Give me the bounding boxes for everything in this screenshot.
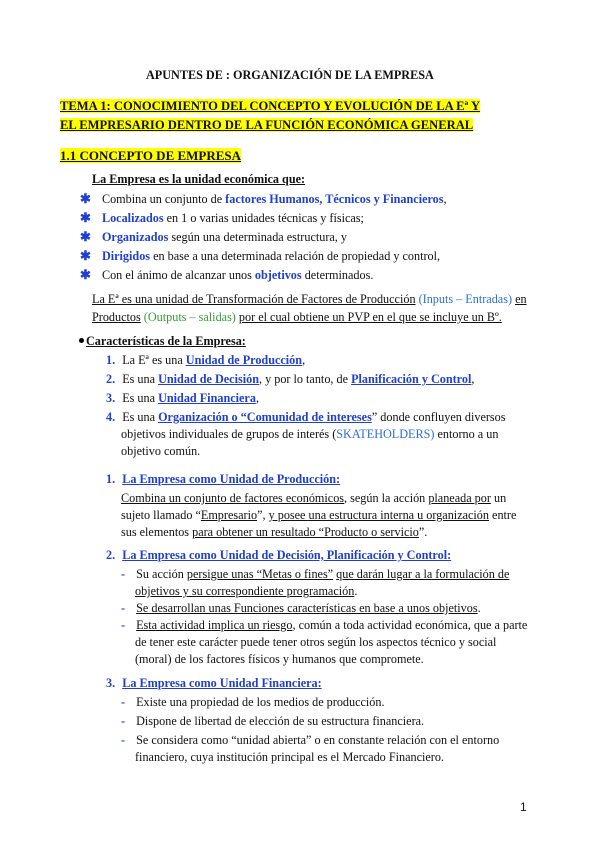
item-em2: Planificación y Control	[351, 372, 472, 386]
item-em: objetivos	[254, 268, 302, 282]
s1-l1c: planeada por	[428, 491, 491, 505]
item-number: 2.	[106, 372, 116, 386]
transform-line1	[92, 292, 527, 307]
caracteristica-item	[106, 353, 305, 368]
transform-f: por el cual obtiene un PVP en el que se incluye un Bº.	[238, 310, 502, 324]
item4-line2-pre: objetivos individuales de grupos de interés (	[121, 427, 337, 441]
item-number: 1.	[106, 353, 116, 367]
s2-b1b: persigue unas “Metas o fines”	[186, 567, 334, 581]
asterisk-icon: ✱	[80, 210, 91, 225]
item-pre: Con el ánimo de alcanzar unos	[101, 268, 255, 282]
s1-l1d: un	[490, 491, 507, 505]
item-mid: , y por lo tanto, de	[258, 372, 352, 386]
dash-icon: -	[121, 733, 126, 747]
transform-d: Productos	[92, 310, 141, 324]
dash-icon: -	[121, 601, 126, 615]
section-heading-text: 1.1 CONCEPTO DE EMPRESA	[60, 148, 242, 163]
item-em: Localizados	[101, 211, 164, 225]
s2-bullet1-line2	[135, 584, 357, 599]
bullet-dot-icon	[79, 338, 84, 343]
asterisk-icon: ✱	[80, 229, 91, 244]
s2-b1f: .	[354, 584, 358, 598]
s1-line3	[121, 525, 427, 540]
item-number: 3.	[106, 391, 116, 405]
subsection-number: 1.	[106, 472, 116, 486]
item-post: ,	[302, 353, 306, 367]
definition-item	[80, 267, 373, 283]
transform-e: (Outputs – salidas)	[143, 310, 236, 324]
tema-heading-line1	[60, 99, 480, 114]
caracteristica-item	[106, 410, 506, 425]
s2-bullet3-line3: (moral) de los factores físicos y humanos que compromete.	[135, 652, 424, 666]
item-em: Dirigidos	[101, 249, 151, 263]
item-post: según una determinada estructura, y	[168, 230, 347, 244]
s2-b1e: objetivos y su correspondiente programación	[135, 584, 355, 598]
item-em: Organizados	[101, 230, 169, 244]
s1-l3c: ”.	[418, 525, 428, 539]
caracteristica-item	[106, 372, 474, 387]
transform-line2	[92, 310, 502, 325]
subsection-heading-3	[106, 676, 322, 691]
item-pre: La Eª es una	[122, 353, 186, 367]
s3-bullet3-line2: financiero, cuya institución principal es el Mercado Financiero.	[135, 750, 444, 764]
item-post: ,	[255, 391, 259, 405]
s1-l2d: y posee una estructura interna u organización	[268, 508, 489, 522]
item-post: determinados.	[301, 268, 374, 282]
transform-b: (Inputs – Entradas)	[418, 292, 513, 306]
caracteristica-item4-line2	[121, 427, 498, 442]
caracteristica-item4-line3: objetivo común.	[121, 444, 201, 458]
caracteristicas-heading: Características de la Empresa:	[86, 334, 246, 348]
subsection-heading-1	[106, 472, 340, 487]
item4-line2-em: SKATEHOLDERS)	[336, 427, 435, 441]
item-em: factores Humanos, Técnicos y Financieros	[225, 192, 444, 206]
definition-item	[80, 229, 347, 245]
item-em: Unidad de Producción	[185, 353, 303, 367]
item-number: 4.	[106, 410, 116, 424]
s2-b2end: .	[477, 601, 481, 615]
tema-line1-text: TEMA 1: CONOCIMIENTO DEL CONCEPTO Y EVOLUCIÓN DE LA Eª Y	[60, 99, 481, 113]
s2-b1d: que darán lugar a la formulación de	[336, 567, 510, 581]
s1-l2c: ”,	[257, 508, 269, 522]
item-post: en base a una determinada relación de propiedad y control,	[150, 249, 441, 263]
asterisk-icon: ✱	[80, 267, 91, 282]
dash-icon: -	[121, 618, 126, 632]
definition-heading: La Empresa es la unidad económica que:	[92, 172, 306, 186]
s2-b3a: Esta actividad implica un riesgo	[136, 618, 293, 632]
section-heading	[60, 148, 241, 163]
s3-b1: Existe una propiedad de los medios de producción.	[136, 695, 385, 709]
s1-l1b: , según la acción	[344, 491, 429, 505]
s1-l2e: entre	[489, 508, 517, 522]
subsection-heading-2	[106, 548, 451, 563]
item-post: en 1 o varias unidades técnicas y físicas;	[163, 211, 364, 225]
subsection-number: 2.	[106, 548, 116, 562]
item-em: Unidad de Decisión	[158, 372, 259, 386]
s3-b2: Dispone de libertad de elección de su estructura financiera.	[136, 714, 425, 728]
s1-line2	[121, 508, 516, 523]
item-em: Organización o “Comunidad de intereses	[158, 410, 372, 424]
s3-b3a: Se considera como “unidad abierta” o en constante relación con el entorno	[136, 733, 500, 747]
s2-b3b: , común a toda actividad económica, que a parte	[292, 618, 528, 632]
dash-icon: -	[121, 567, 126, 581]
item4-line2-post: entorno a un	[434, 427, 499, 441]
s2-bullet2	[121, 601, 481, 616]
item-pre: Es una	[122, 410, 159, 424]
item-pre: Combina un conjunto de	[101, 192, 226, 206]
s1-l2b: Empresario	[200, 508, 258, 522]
definition-item	[80, 191, 447, 207]
item-pre: Es una	[122, 372, 159, 386]
s2-b2: Se desarrollan unas Funciones características en base a unos objetivos	[136, 601, 478, 615]
subsection-title: La Empresa como Unidad de Decisión, Planificación y Control:	[122, 548, 452, 562]
page-number: 1	[520, 800, 527, 814]
subsection-title: La Empresa como Unidad Financiera:	[122, 676, 322, 690]
s2-b1a: Su acción	[136, 567, 187, 581]
s1-l2a: sujeto llamado “	[121, 508, 201, 522]
definition-item	[80, 248, 440, 264]
item-post: ” donde confluyen diversos	[371, 410, 506, 424]
s3-bullet2	[121, 714, 424, 729]
asterisk-icon: ✱	[80, 248, 91, 263]
s3-bullet1	[121, 695, 385, 710]
item-post: ,	[471, 372, 475, 386]
item-em: Unidad Financiera	[158, 391, 256, 405]
s1-l3b: para obtener un resultado “Producto o servicio	[192, 525, 419, 539]
s2-bullet3-line2: de tener este carácter puede tener otros según los aspectos técnico y social	[135, 635, 497, 649]
s2-bullet3-line1	[121, 618, 527, 633]
dash-icon: -	[121, 695, 126, 709]
transform-c: en	[515, 292, 527, 306]
tema-line2-text: EL EMPRESARIO DENTRO DE LA FUNCIÓN ECONÓMICA GENERAL	[60, 118, 474, 132]
s1-l3a: sus elementos	[121, 525, 193, 539]
dash-icon: -	[121, 714, 126, 728]
asterisk-icon: ✱	[80, 191, 91, 206]
s1-line1	[121, 491, 506, 506]
transform-a: La Eª es una unidad de Transformación de Factores de Producción	[92, 292, 416, 306]
caracteristica-item	[106, 391, 259, 406]
definition-item	[80, 210, 364, 226]
tema-heading-line2	[60, 118, 473, 133]
subsection-title: La Empresa como Unidad de Producción:	[122, 472, 341, 486]
s1-l1a: Combina un conjunto de factores económicos	[121, 491, 345, 505]
s3-bullet3-line1	[121, 733, 499, 748]
item-post: ,	[443, 192, 447, 206]
item-pre: Es una	[122, 391, 159, 405]
document-title: APUNTES DE : ORGANIZACIÓN DE LA EMPRESA	[146, 68, 434, 82]
s2-bullet1-line1	[121, 567, 509, 582]
subsection-number: 3.	[106, 676, 116, 690]
